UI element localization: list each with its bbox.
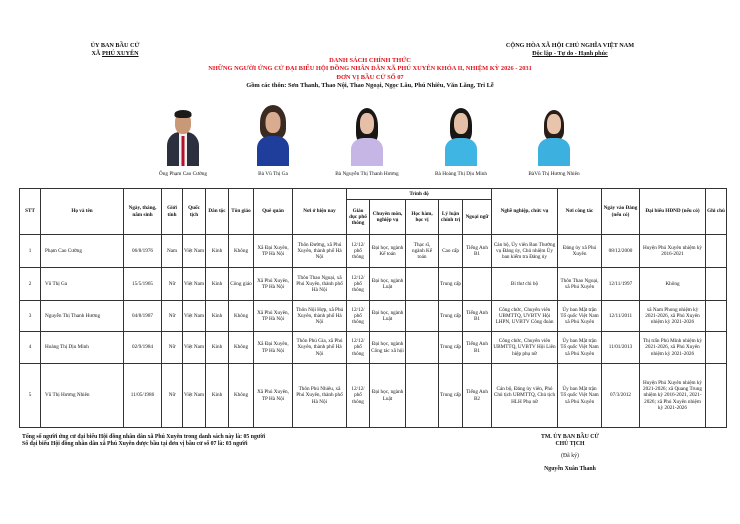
cell-language: Tiếng Anh B1 xyxy=(463,301,492,332)
col-header-hometown: Quê quán xyxy=(254,189,293,235)
authority-line2: XÃ PHÚ XUYÊN xyxy=(91,50,139,57)
cell-name: Hoàng Thị Dịu Minh xyxy=(41,332,124,364)
cell-gender: Nữ xyxy=(162,268,183,301)
candidate-table xyxy=(19,188,727,428)
cell-residence: Thôn Đường, xã Phú Xuyên, thành phố Hà Nội xyxy=(293,235,347,268)
cell-party-date: 12/11/1997 xyxy=(602,268,640,301)
col-header-residence: Nơi ở hiện nay xyxy=(293,189,347,235)
cell-party-date: 11/01/2013 xyxy=(602,332,640,364)
cell-name: Phạm Cao Cường xyxy=(41,235,124,268)
col-header-workplace: Nơi công tác xyxy=(558,189,602,235)
cell-residence: Thôn Phú Nhiêu, xã Phú Xuyên, thành phố Hà Nội xyxy=(293,364,347,428)
authority-line1: ỦY BAN BẦU CỬ xyxy=(90,42,140,49)
col-header-general-edu: Giáo dục phổ thông xyxy=(347,200,370,235)
col-header-specialty: Chuyên môn, nghiệp vụ xyxy=(370,200,406,235)
cell-hometown: Xã Phú Xuyên, TP Hà Nội xyxy=(254,364,293,428)
portrait-man-suit xyxy=(167,100,199,166)
title-line1: DANH SÁCH CHÍNH THỨC xyxy=(329,57,411,64)
cell-stt: 3 xyxy=(20,301,41,332)
photo-caption: BàVũ Thị Hương Nhiên xyxy=(528,171,580,177)
cell-workplace: Thôn Thao Ngoại, xã Phú Xuyên xyxy=(558,268,602,301)
national-motto: Độc lập - Tự do - Hạnh phúc xyxy=(532,50,608,57)
cell-note xyxy=(706,268,727,301)
cell-gender: Nữ xyxy=(162,301,183,332)
cell-party-date: 12/11/2011 xyxy=(602,301,640,332)
country-name: CỘNG HÒA XÃ HỘI CHỦ NGHĨA VIỆT NAM xyxy=(505,42,635,49)
title-line3: ĐƠN VỊ BẦU CỬ SỐ 07 xyxy=(336,73,404,81)
cell-nationality: Việt Nam xyxy=(183,235,206,268)
cell-specialty: Đại học, ngành Luật xyxy=(370,268,406,301)
cell-religion: Không xyxy=(229,301,254,332)
cell-party-date: 07/3/2012 xyxy=(602,364,640,428)
cell-ethnicity: Kinh xyxy=(206,235,229,268)
cell-delegate: Thị trấn Phú Minh nhiệm kỳ 2021-2026, xã Phú Xuyên nhiệm kỳ 2021-2026 xyxy=(640,332,706,364)
col-header-political: Lý luận chính trị xyxy=(439,200,463,235)
cell-dob: 06/8/1976 xyxy=(124,235,162,268)
cell-political: Trung cấp xyxy=(439,364,463,428)
col-header-note: Ghi chú xyxy=(706,189,727,235)
summary-notes xyxy=(22,434,265,448)
cell-occupation: Công chức, Chuyên viên UBMTTQ, UVBTV Hội LHPN, UVBTV Công đoàn xyxy=(492,301,558,332)
cell-name: Nguyễn Thị Thanh Hương xyxy=(41,301,124,332)
portrait-woman-blue-aodai xyxy=(257,100,289,166)
cell-note xyxy=(706,364,727,428)
signature-note: (Đã ký) xyxy=(561,453,579,459)
cell-academic xyxy=(406,301,439,332)
cell-occupation: Công chức, Chuyên viên UBMTTQ, UVBTV Hội Liên hiệp phụ nữ xyxy=(492,332,558,364)
portrait-woman-lightblue-aodai xyxy=(538,100,570,166)
col-header-ethnicity: Dân tộc xyxy=(206,189,229,235)
col-header-party-date: Ngày vào Đảng (nếu có) xyxy=(602,189,640,235)
cell-ethnicity: Kinh xyxy=(206,364,229,428)
signing-title: CHỦ TỊCH xyxy=(555,441,585,447)
cell-nationality: Việt Nam xyxy=(183,364,206,428)
title-line2: NHỮNG NGƯỜI ỨNG CỬ ĐẠI BIỂU HỘI ĐỒNG NHÂN DÂN XÃ PHÚ XUYÊN KHÓA II, NHIỆM KỲ 2026 - 2031 xyxy=(208,65,532,73)
cell-gender: Nữ xyxy=(162,332,183,364)
table-row xyxy=(20,268,727,301)
cell-occupation: Bí thư chi bộ xyxy=(492,268,558,301)
cell-workplace: Ủy ban Mặt trận Tổ quốc Việt Nam xã Phú Xuyên xyxy=(558,332,602,364)
cell-hometown: Xã Đại Xuyên, TP Hà Nội xyxy=(254,235,293,268)
cell-note xyxy=(706,301,727,332)
cell-nationality: Việt Nam xyxy=(183,268,206,301)
total-candidates-line: Tổng số người ứng cử đại biểu Hội đồng nhân dân xã Phú Xuyên trong danh sách này là: 05 người xyxy=(22,434,266,440)
cell-political: Trung cấp xyxy=(439,332,463,364)
cell-ethnicity: Kinh xyxy=(206,268,229,301)
document-title xyxy=(130,57,610,91)
elected-count-line: Số đại biểu Hội đồng nhân dân xã Phú Xuyên được bầu tại đơn vị bầu cử số 07 là: 03 người xyxy=(22,441,248,447)
cell-specialty: Đại học, ngành Luật xyxy=(370,364,406,428)
cell-specialty: Đại học, ngành Luật xyxy=(370,301,406,332)
col-header-occupation: Nghề nghiệp, chức vụ xyxy=(492,189,558,235)
signing-organization: TM. ỦY BAN BẦU CỬ xyxy=(540,434,600,440)
cell-general-edu: 12/12/ phổ thông xyxy=(347,301,370,332)
cell-religion: Không xyxy=(229,332,254,364)
cell-ethnicity: Kinh xyxy=(206,301,229,332)
cell-specialty: Đại học, ngành Kế toán xyxy=(370,235,406,268)
cell-dob: 15/5/1965 xyxy=(124,268,162,301)
cell-general-edu: 12/12/ phổ thông xyxy=(347,235,370,268)
cell-dob: 04/8/1987 xyxy=(124,301,162,332)
cell-stt: 4 xyxy=(20,332,41,364)
col-header-gender: Giới tính xyxy=(162,189,183,235)
table-row xyxy=(20,332,727,364)
cell-stt: 5 xyxy=(20,364,41,428)
cell-workplace: Ủy ban Mặt trận Tổ quốc Việt Nam xã Phú Xuyên xyxy=(558,301,602,332)
cell-ethnicity: Kinh xyxy=(206,332,229,364)
col-header-nationality: Quốc tịch xyxy=(183,189,206,235)
cell-gender: Nữ xyxy=(162,364,183,428)
cell-language: Tiếng Anh B1 xyxy=(463,332,492,364)
cell-name: Vũ Thị Hương Nhiên xyxy=(41,364,124,428)
table-row xyxy=(20,235,727,268)
candidate-photo-5 xyxy=(499,100,609,177)
photo-caption: Bà Vũ Thị Ga xyxy=(258,171,288,177)
national-header xyxy=(470,42,670,58)
cell-party-date: 08/12/2000 xyxy=(602,235,640,268)
col-header-delegate: Đại biểu HĐND (nếu có) xyxy=(640,189,706,235)
cell-religion: Không xyxy=(229,364,254,428)
cell-workplace: Ủy ban Mặt trận Tổ quốc Việt Nam xã Phú Xuyên xyxy=(558,364,602,428)
title-villages: Gồm các thôn: Sơn Thanh, Thao Nội, Thao Ngoại, Ngọc Lâu, Phú Nhiêu, Văn Lãng, Tri Lễ xyxy=(246,82,494,90)
cell-nationality: Việt Nam xyxy=(183,332,206,364)
col-header-language: Ngoại ngữ xyxy=(463,200,492,235)
cell-nationality: Việt Nam xyxy=(183,301,206,332)
cell-gender: Nam xyxy=(162,235,183,268)
photo-caption: Ông Phạm Cao Cường xyxy=(158,171,208,177)
cell-language xyxy=(463,268,492,301)
cell-general-edu: 12/12/ phổ thông xyxy=(347,268,370,301)
portrait-woman-lavender-aodai xyxy=(351,100,383,166)
cell-delegate: Huyện Phú Xuyên nhiệm kỳ 2016-2021 xyxy=(640,235,706,268)
cell-hometown: Xã Phú Xuyên, TP Hà Nội xyxy=(254,301,293,332)
cell-residence: Thôn Nội Hợp, xã Phú Xuyên, thành phố Hà Nội xyxy=(293,301,347,332)
table-row xyxy=(20,301,727,332)
signer-name: Nguyễn Xuân Thanh xyxy=(544,466,596,472)
table-row xyxy=(20,364,727,428)
col-header-academic: Học hàm, học vị xyxy=(406,200,439,235)
cell-occupation: Cán bộ, Đảng ủy viên, Phó Chủ tịch UBMTTQ, Chủ tịch HLH Phụ nữ xyxy=(492,364,558,428)
cell-dob: 02/9/1984 xyxy=(124,332,162,364)
issuing-authority xyxy=(60,42,170,58)
cell-stt: 1 xyxy=(20,235,41,268)
portrait-woman-lightblue-aodai xyxy=(445,100,477,166)
col-group-education: Trình độ xyxy=(347,189,492,200)
cell-dob: 11/05/1986 xyxy=(124,364,162,428)
cell-occupation: Cán bộ, Ủy viên Ban Thường vụ Đảng ủy, Chủ nhiệm Ủy ban kiểm tra Đảng ủy xyxy=(492,235,558,268)
cell-note xyxy=(706,332,727,364)
photo-caption: Bà Nguyễn Thị Thanh Hương xyxy=(335,171,399,177)
cell-academic: Thạc sĩ, ngành Kế toán xyxy=(406,235,439,268)
cell-delegate: Không xyxy=(640,268,706,301)
cell-delegate: xã Nam Phong nhiệm kỳ 2021-2026, xã Phú Xuyên nhiệm kỳ 2021-2026 xyxy=(640,301,706,332)
cell-political: Trung cấp xyxy=(439,268,463,301)
candidate-photos xyxy=(0,100,740,180)
cell-hometown: Xã Đại Xuyên, TP Hà Nội xyxy=(254,332,293,364)
cell-language: Tiếng Anh B2 xyxy=(463,364,492,428)
cell-specialty: Đại học, ngành Công tác xã hội xyxy=(370,332,406,364)
cell-academic xyxy=(406,332,439,364)
cell-religion: Không xyxy=(229,235,254,268)
cell-political: Cao cấp xyxy=(439,235,463,268)
col-header-religion: Tôn giáo xyxy=(229,189,254,235)
cell-hometown: Xã Phú Xuyên, TP Hà Nội xyxy=(254,268,293,301)
cell-workplace: Đảng ủy xã Phú Xuyên xyxy=(558,235,602,268)
col-header-dob: Ngày, tháng, năm sinh xyxy=(124,189,162,235)
cell-residence: Thôn Phú Gia, xã Phú Xuyên, thành phố Hà Nội xyxy=(293,332,347,364)
signature-block xyxy=(470,434,670,473)
cell-academic xyxy=(406,364,439,428)
cell-residence: Thôn Thao Ngoại, xã Phú Xuyên, thành phố Hà Nội xyxy=(293,268,347,301)
photo-caption: Bà Hoàng Thị Dịu Minh xyxy=(435,171,487,177)
cell-religion: Công giáo xyxy=(229,268,254,301)
cell-general-edu: 12/12/ phổ thông xyxy=(347,332,370,364)
cell-note xyxy=(706,235,727,268)
col-header-stt: STT xyxy=(20,189,41,235)
cell-general-edu: 12/12/ phổ thông xyxy=(347,364,370,428)
cell-academic xyxy=(406,268,439,301)
cell-delegate: Huyện Phú Xuyên nhiệm kỳ 2021-2026; xã Quang Trung nhiệm kỳ 2016-2021, 2021-2026; xã Phú Xuyên nhiệm kỳ 2021-2026 xyxy=(640,364,706,428)
cell-language: Tiếng Anh B1 xyxy=(463,235,492,268)
cell-name: Vũ Thị Ga xyxy=(41,268,124,301)
col-header-name: Họ và tên xyxy=(41,189,124,235)
cell-stt: 2 xyxy=(20,268,41,301)
cell-political: Trung cấp xyxy=(439,301,463,332)
